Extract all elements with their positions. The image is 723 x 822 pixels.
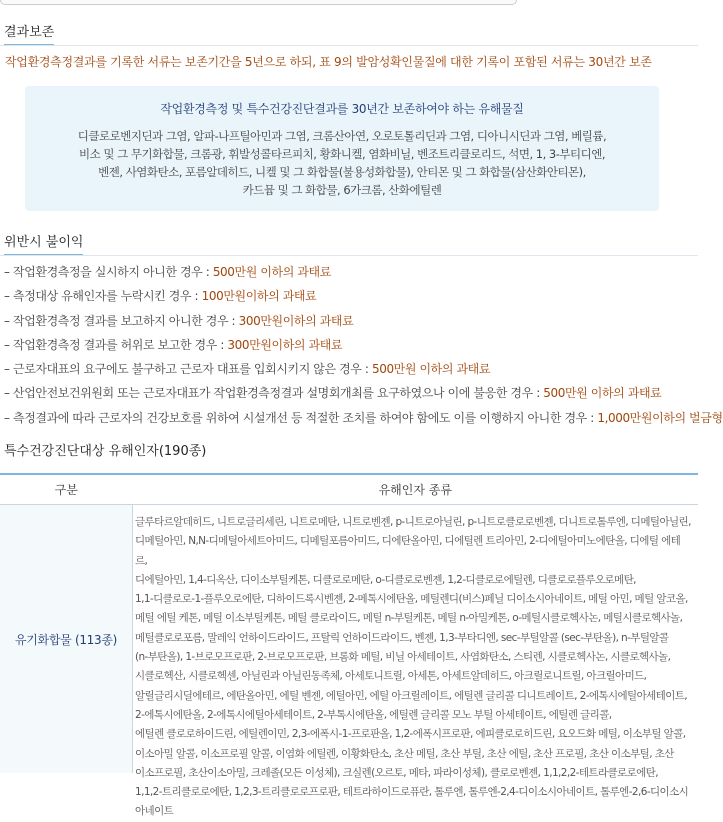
penalty-condition: – 작업환경측정을 실시하지 아니한 경우 : xyxy=(4,265,213,279)
penalties-heading: 위반시 불이익 xyxy=(4,235,83,256)
penalty-condition: – 산업안전보건위원회 또는 근로자대표가 작업환경측정결과 설명회개최를 요구하였으나 이에 불응한 경우 : xyxy=(4,386,544,401)
agent-line: 알릴글리시딜에테르, 에탄올아민, 에틸 벤젠, 에틸아민, 에틸 아크릴레이트, 에틸렌 글리콜 디니트레이트, 2-에톡시에틸아세테이트, xyxy=(135,689,688,702)
substance-line: 카드뮴 및 그 화합물, 6가크롬, 산화에틸렌 xyxy=(242,183,442,197)
penalty-item xyxy=(4,311,698,335)
agent-line: 2-에톡시에탄올, 2-에톡시에틸아세테이트, 2-부톡시에탄올, 에틸렌 글리콜 모노 부틸 아세테이트, 에틸렌 글리콜, xyxy=(135,708,612,721)
hazard-agent-table xyxy=(0,473,698,818)
agent-line: 메틸클로로포름, 말레익 언하이드라이드, 프탈릭 언하이드라이드, 벤젠, 1,3-부타디엔, sec-부틸알콜 (sec-부탄올), n-부틸알콜 xyxy=(135,631,669,644)
retention-30yr-substances xyxy=(31,127,653,199)
agent-line: (n-부탄올), 1-브로모프로판, 2-브로모프로판, 브롬화 메틸, 비닐 아세테이트, 사염화탄소, 스티렌, 시클로헥사논, 시클로헥사놀, xyxy=(135,651,671,664)
penalty-fine: 300만원이하의 과태료 xyxy=(238,313,354,328)
penalty-fine: 500만원 이하의 과태료 xyxy=(212,265,331,279)
penalty-condition: – 측정결과에 따라 근로자의 건강보호를 위하여 시설개선 등 적절한 조치를 하여야 함에도 이를 이행하지 아니한 경우 : xyxy=(4,410,598,425)
row-category-organic: 유기화합물 (113종) xyxy=(0,505,133,774)
agent-line: 메틸 에틸 케톤, 메틸 이소부틸케톤, 메틸 클로라이드, 메틸 n-부틸케톤, 메틸 n-아밀케톤, o-메틸시클로헥사논, 메틸시클로헥사놀, xyxy=(135,612,683,625)
top-search-bar-edge xyxy=(0,0,517,5)
agent-line: 글루타르알데히드, 니트로글리세린, 니트로메탄, 니트로벤젠, p-니트로아닐린, p-니트로클로로벤젠, 디니트로톨루엔, 디메틸아닐린, xyxy=(135,516,691,528)
table-header-row xyxy=(0,474,698,505)
penalty-item xyxy=(4,286,698,310)
penalty-condition: – 측정대상 유해인자를 누락시킨 경우 : xyxy=(4,289,202,304)
penalty-fine: 100만원이하의 과태료 xyxy=(201,289,317,304)
penalty-condition: – 작업환경측정 결과를 보고하지 아니한 경우 : xyxy=(4,313,239,328)
row-agents-organic xyxy=(133,505,699,818)
special-exam-heading: 특수건강진단대상 유해인자(190종) xyxy=(4,444,207,459)
agents-list xyxy=(135,513,692,818)
penalty-condition: – 근로자대표의 요구에도 불구하고 근로자 대표를 입회시키지 않은 경우 : xyxy=(4,362,372,377)
retention-30yr-box xyxy=(25,86,659,211)
agent-line: 1,1,2-트리클로로에탄, 1,2,3-트리클로로프로판, 테트라하이드로퓨란, 톨루엔, 톨루엔-2,4-디이소시아네이트, 톨루엔-2,6-디이소시아네이트 xyxy=(135,786,689,818)
penalty-item xyxy=(4,262,698,286)
retention-heading: 결과보존 xyxy=(4,25,54,46)
substance-line: 디클로로벤지딘과 그염, 알파-나프틸아민과 그염, 크롬산아연, 오로토톨리딘과 그염, 디아니시딘과 그염, 베릴륨, xyxy=(77,129,607,143)
penalty-list xyxy=(4,262,723,432)
agent-line: 1,1-디클로로-1-플루오로에탄, 디하이드록시벤젠, 2-메톡시에탄올, 메틸렌디(비스)페닐 디이소시아네이트, 메틸 아민, 메틸 알코올, xyxy=(135,593,688,606)
penalty-fine: 500만원 이하의 과태료 xyxy=(371,362,491,377)
penalty-item xyxy=(4,408,723,432)
retention-30yr-box-title: 작업환경측정 및 특수건강진단결과를 30년간 보존하여야 하는 유해물질 xyxy=(160,102,524,116)
column-header-agents: 유해인자 종류 xyxy=(133,474,699,505)
table-row xyxy=(0,505,698,774)
retention-heading-divider xyxy=(0,45,698,46)
substance-line: 비소 및 그 무기화합물, 크롬광, 휘발성콜타르피치, 황화니켈, 염화비닐, 벤조트리클로리드, 석면, 1, 3-부티디엔, xyxy=(79,147,605,161)
penalty-item xyxy=(4,383,698,407)
agent-line: 시클로헥산, 시클로헥센, 아닐린과 아닐린동족체, 아세토니트릴, 아세톤, 아세트알데히드, 아크릴로니트릴, 아크릴아미드, xyxy=(135,670,647,683)
retention-description: 작업환경측정결과를 기록한 서류는 보존기간을 5년으로 하되, 표 9의 발암성확인물질에 대한 기록이 포함된 서류는 30년간 보존 xyxy=(5,55,652,69)
penalty-fine: 500만원 이하의 과태료 xyxy=(543,386,662,401)
agent-line: 에틸렌 클로로하이드린, 에틸렌이민, 2,3-에폭시-1-프로판올, 1,2-에폭시프로판, 에피클로로히드린, 요오드화 메틸, 이소부틸 알콜, xyxy=(135,728,686,741)
agent-line: 이소프로필, 초산이소아밀, 크레졸(모든 이성체), 크실렌(오르토, 메타, 파라이성체), 클로로벤젠, 1,1,2,2-테트라클로로에탄, xyxy=(135,766,658,779)
penalty-item xyxy=(4,335,698,359)
substance-line: 벤젠, 사염화탄소, 포름알데히드, 니켈 및 그 화합물(불용성화합물), 안티몬 및 그 화합물(삼산화안티몬), xyxy=(98,165,586,179)
penalty-fine: 1,000만원이하의 벌금형 xyxy=(597,410,723,425)
agent-line: 디에틸아민, 1,4-디옥산, 디이소부틸케톤, 디클로로메탄, o-디클로로벤젠, 1,2-디클로로에틸렌, 디클로로플루오로메탄, xyxy=(135,573,636,586)
column-header-category: 구분 xyxy=(0,474,133,505)
agent-line: 디메틸아민, N,N-디메틸아세트아미드, 디메틸포름아미드, 디에탄올아민, 디에틸렌 트리아민, 2-디에틸아미노에탄올, 디에틸 에테르, xyxy=(135,535,681,567)
penalty-condition: – 작업환경측정 결과를 허위로 보고한 경우 : xyxy=(4,337,228,352)
penalties-heading-divider xyxy=(0,255,698,256)
penalty-item xyxy=(4,359,698,383)
agent-line: 이소아밀 알콜, 이소프로필 알콜, 이염화 에틸렌, 이황화탄소, 초산 메틸, 초산 부틸, 초산 에틸, 초산 프로필, 초산 이소부틸, 초산 xyxy=(135,747,674,760)
penalty-fine: 300만원이하의 과태료 xyxy=(227,337,343,352)
